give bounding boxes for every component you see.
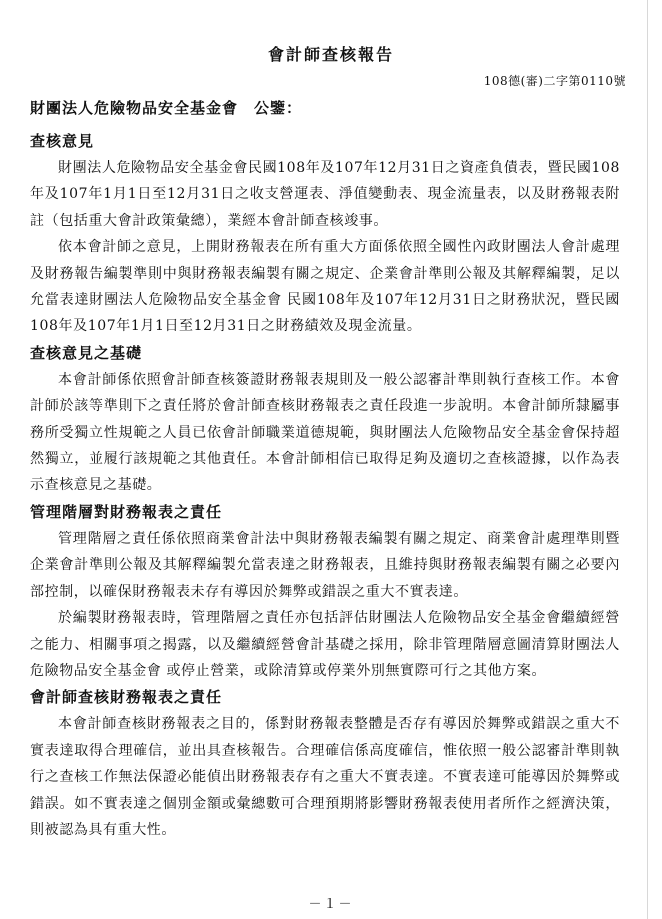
paragraph: 於編製財務報表時，管理階層之責任亦包括評估財團法人危險物品安全基金會繼續經營之能力、相關事項之揭露，以及繼續經營會計基礎之採用，除非管理階層意圖清算財團法人危險物品安全基金會 或停止營業，或除清算或停業外別無實際可行之其他方案。 bbox=[30, 610, 620, 679]
section-heading: 管理階層對財務報表之責任 bbox=[30, 502, 223, 521]
section-management-responsibility bbox=[30, 499, 620, 684]
report-title: 會計師查核報告 bbox=[267, 45, 394, 64]
scan-edge-line bbox=[647, 0, 648, 919]
page-number: －１－ bbox=[308, 897, 354, 912]
section-basis-for-opinion bbox=[30, 340, 620, 499]
section-auditor-responsibility bbox=[30, 684, 620, 843]
paragraph: 本會計師查核財務報表之目的，係對財務報表整體是否存有導因於舞弊或錯誤之重大不實表達取得合理確信，並出具查核報告。合理確信係高度確信，惟依照一般公認審計準則執行之查核工作無法保證必能偵出財務報表存有之重大不實表達。不實表達可能導因於舞弊或錯誤。如不實表達之個別金額或彙總數可合理預期將影響財務報表使用者所作之經濟決策，則被認為具有重大性。 bbox=[30, 716, 620, 838]
section-heading: 查核意見 bbox=[30, 132, 95, 150]
section-audit-opinion bbox=[30, 128, 620, 340]
paragraph: 管理階層之責任係依照商業會計法中與財務報表編製有關之規定、商業會計處理準則暨企業會計準則公報及其解釋編製允當表達之財務報表，且維持與財務報表編製有關之必要內部控制，以確保財務報表未存有導因於舞弊或錯誤之重大不實表達。 bbox=[30, 530, 620, 600]
document-number: 108德(審)二字第0110號 bbox=[483, 74, 626, 88]
paragraph: 依本會計師之意見，上開財務報表在所有重大方面係依照全國性內政財團法人會計處理及財務報告編製準則中與財務報表編製有關之規定、企業會計準則公報及其解釋編製，足以允當表達財團法人危險物品安全基金會 民國108年及107年12月31日之財務狀況，暨民國108年及107年1月1日至12月31日之財務績效及現金流量。 bbox=[30, 239, 620, 335]
section-heading: 會計師查核財務報表之責任 bbox=[30, 688, 223, 707]
addressee: 財團法人危險物品安全基金會 公鑒： bbox=[30, 99, 303, 117]
paragraph: 本會計師係依照會計師查核簽證財務報表規則及一般公認審計準則執行查核工作。本會計師於該等準則下之責任將於會計師查核財務報表之責任段進一步說明。本會計師所隸屬事務所受獨立性規範之人員已依會計師職業道德規範，與財團法人危險物品安全基金會保持超然獨立，並履行該規範之其他責任。本會計師相信已取得足夠及適切之查核證據，以作為表示查核意見之基礎。 bbox=[30, 371, 620, 494]
paragraph: 財團法人危險物品安全基金會民國108年及107年12月31日之資產負債表，暨民國108年及107年1月1日至12月31日之收支營運表、淨值變動表、現金流量表，以及財務報表附註（包括重大會計政策彙總），業經本會計師查核竣事。 bbox=[30, 160, 620, 229]
report-body bbox=[30, 128, 620, 843]
section-heading: 查核意見之基礎 bbox=[30, 343, 143, 362]
